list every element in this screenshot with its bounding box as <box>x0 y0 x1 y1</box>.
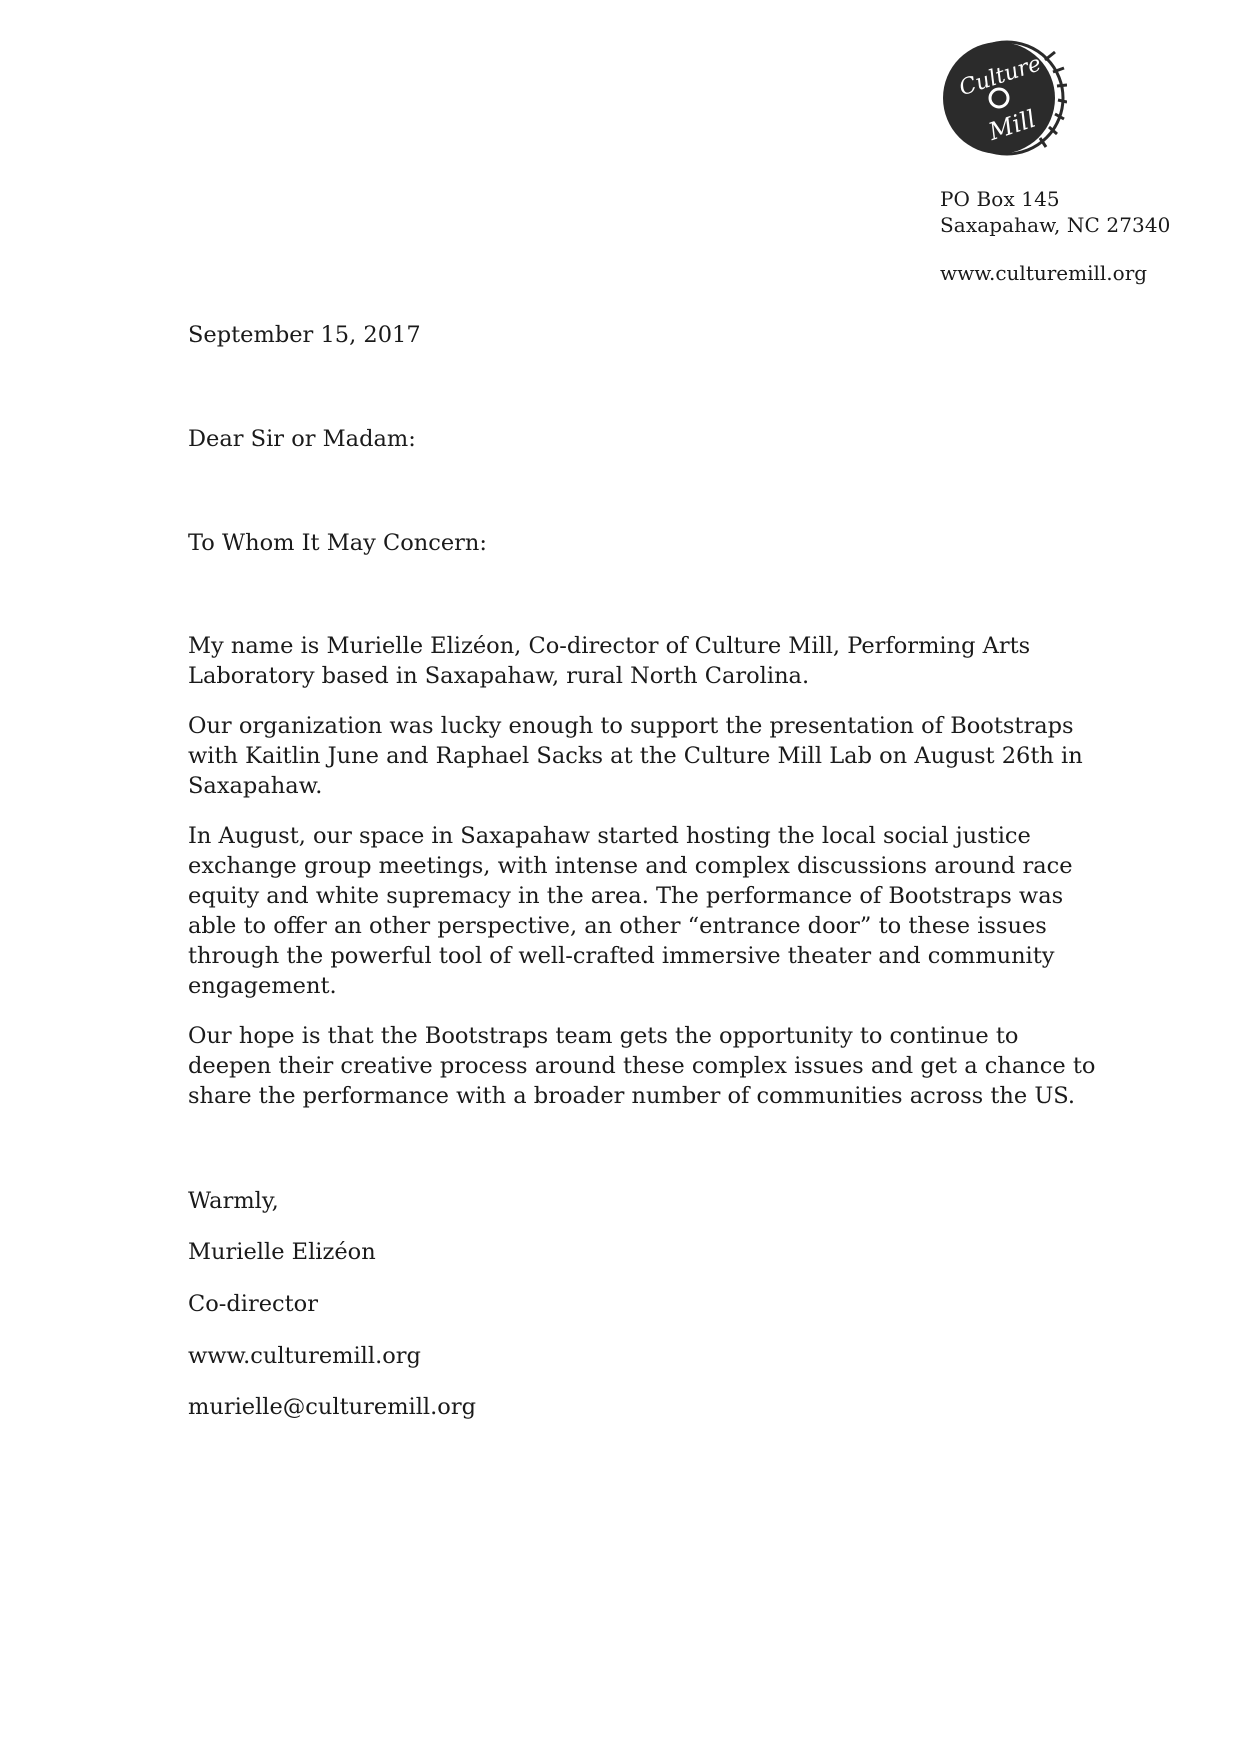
paragraph-line: Our organization was lucky enough to support the presentation of Bootstraps <box>188 713 1074 739</box>
logo-text-mill: Mill <box>985 104 1040 146</box>
salutation: Dear Sir or Madam: <box>188 426 416 452</box>
paragraph-line: deepen their creative process around these complex issues and get a chance to <box>188 1053 1096 1079</box>
culture-mill-logo <box>937 40 1067 160</box>
body-paragraph <box>188 711 1083 801</box>
body-paragraph <box>188 631 1068 691</box>
salutation: To Whom It May Concern: <box>188 530 488 556</box>
paragraph-line: with Kaitlin June and Raphael Sacks at the Culture Mill Lab on August 26th in <box>188 743 1083 769</box>
letter-date: September 15, 2017 <box>188 322 421 348</box>
paragraph-line: through the powerful tool of well-crafted immersive theater and community <box>188 943 1055 969</box>
paragraph-line: Laboratory based in Saxapahaw, rural North Carolina. <box>188 663 810 689</box>
signature-title: Co-director <box>188 1291 318 1317</box>
closing: Warmly, <box>188 1188 279 1214</box>
body-paragraph <box>188 821 1073 1001</box>
paragraph-line: engagement. <box>188 973 337 999</box>
paragraph-line: In August, our space in Saxapahaw started hosting the local social justice <box>188 823 1031 849</box>
paragraph-line: Our hope is that the Bootstraps team gets the opportunity to continue to <box>188 1023 1019 1049</box>
signature-website-link[interactable]: www.culturemill.org <box>188 1343 421 1369</box>
paragraph-line: My name is Murielle Elizéon, Co-director of Culture Mill, Performing Arts <box>188 633 1031 659</box>
signature-email-link[interactable]: murielle@culturemill.org <box>188 1394 476 1420</box>
letterhead-address <box>940 186 1171 238</box>
paragraph-line: equity and white supremacy in the area. The performance of Bootstraps was <box>188 883 1064 909</box>
address-line: PO Box 145 <box>940 187 1060 211</box>
body-paragraph <box>188 1021 1096 1111</box>
paragraph-line: Saxapahaw. <box>188 773 323 799</box>
letterhead-website-link[interactable]: www.culturemill.org <box>940 261 1148 285</box>
paragraph-line: share the performance with a broader number of communities across the US. <box>188 1083 1076 1109</box>
paragraph-line: able to offer an other perspective, an other “entrance door” to these issues <box>188 913 1047 939</box>
paragraph-line: exchange group meetings, with intense and complex discussions around race <box>188 853 1073 879</box>
logo-text-culture: Culture <box>956 51 1045 102</box>
signature-name: Murielle Elizéon <box>188 1239 376 1265</box>
address-line: Saxapahaw, NC 27340 <box>940 213 1171 237</box>
